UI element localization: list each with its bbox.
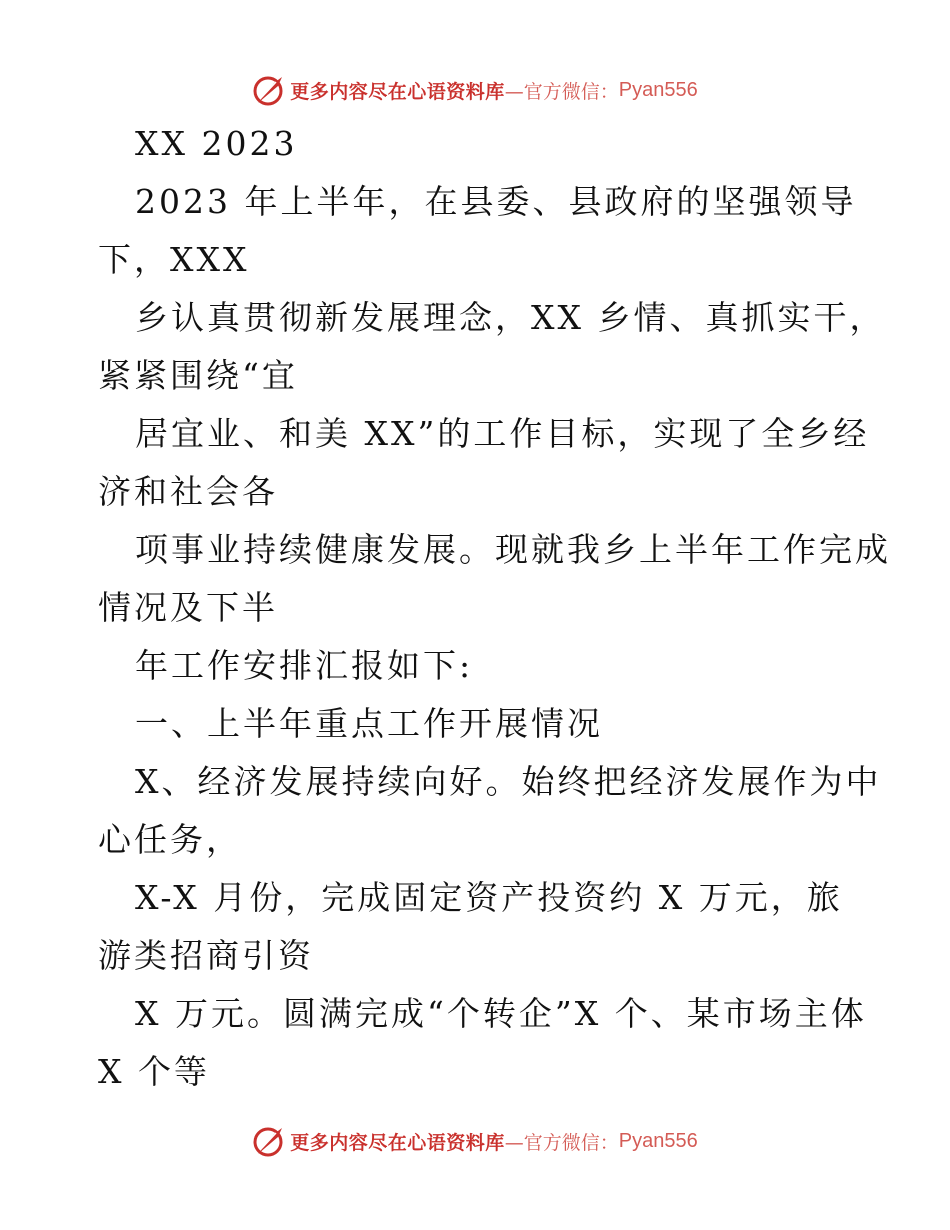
paragraph-line: X 万元。圆满完成“个转企”X 个、某市场主体 (135, 994, 867, 1033)
paragraph-line: 紧紧围绕“宜 (98, 356, 298, 395)
section-heading: 一、上半年重点工作开展情况 (135, 704, 603, 743)
watermark-library-text: 更多内容尽在心语资料库 (290, 1131, 505, 1154)
header-watermark (0, 70, 950, 110)
paragraph-line: X-X 月份，完成固定资产投资约 X 万元，旅 (135, 878, 843, 917)
paragraph-line: 下，XXX (98, 240, 250, 279)
watermark-library-text: 更多内容尽在心语资料库 (290, 80, 505, 103)
watermark-wechat-label: —官方微信： (504, 1131, 619, 1154)
paragraph-line: 游类招商引资 (98, 936, 314, 975)
paragraph-line: 济和社会各 (98, 472, 278, 511)
paragraph-line: 乡认真贯彻新发展理念，XX 乡情、真抓实干， (135, 298, 886, 337)
watermark-wechat-id: Pyan556 (618, 78, 698, 101)
watermark-wechat-id: Pyan556 (618, 1129, 698, 1152)
paragraph-line: X、经济发展持续向好。始终把经济发展作为中 (135, 762, 882, 801)
paragraph-line: 项事业持续健康发展。现就我乡上半年工作完成 (135, 530, 891, 569)
paragraph-line: X 个等 (98, 1052, 210, 1091)
quill-logo-icon (252, 73, 286, 107)
paragraph-line: 情况及下半 (98, 588, 278, 627)
footer-watermark (0, 1121, 950, 1161)
paragraph-line: 居宜业、和美 XX”的工作目标，实现了全乡经 (135, 414, 870, 453)
paragraph-line: 心任务， (98, 820, 242, 859)
paragraph-line: 年工作安排汇报如下: (135, 646, 474, 685)
doc-title-line: XX 2023 (135, 124, 298, 163)
watermark-wechat-label: —官方微信： (504, 80, 619, 103)
quill-logo-icon (252, 1124, 286, 1158)
paragraph-line: 2023 年上半年，在县委、县政府的坚强领导 (135, 182, 857, 221)
